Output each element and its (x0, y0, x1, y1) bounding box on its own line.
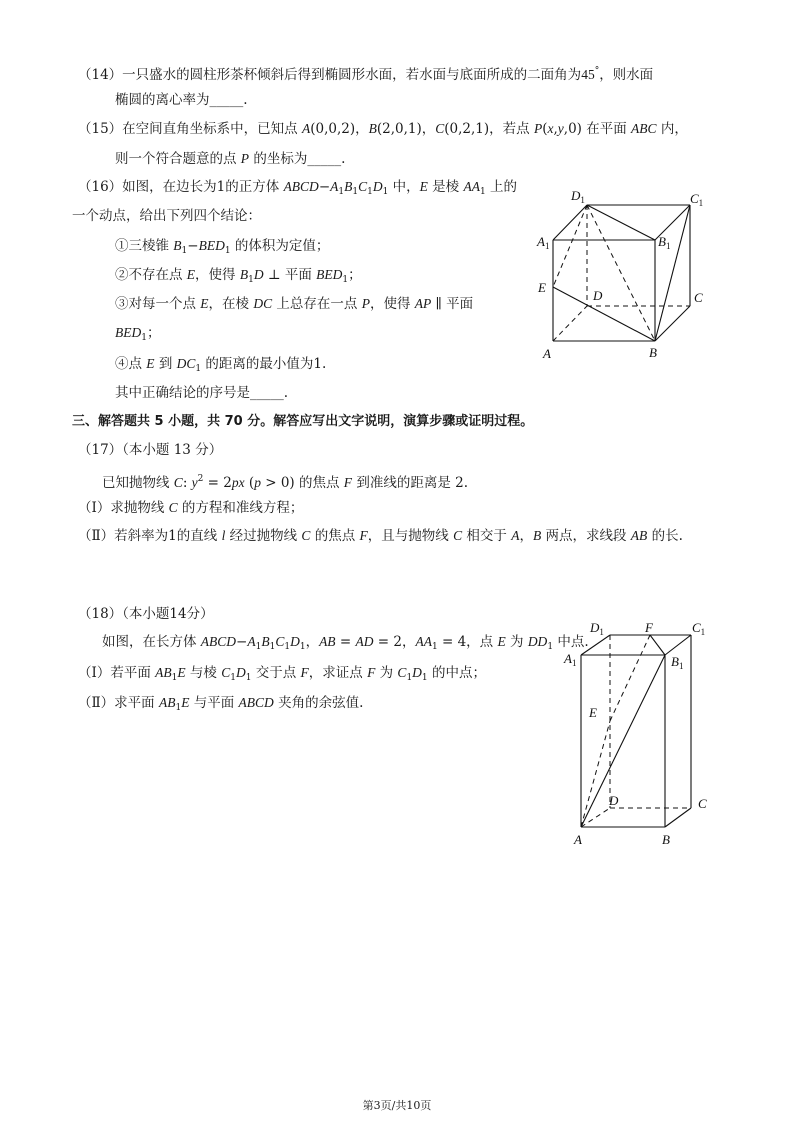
edge-A1-D1 (581, 635, 610, 655)
page-footer: 第3页/共10页 (362, 1099, 432, 1112)
q18-head: （18）（本小题14分） (78, 606, 214, 622)
label-A: A (574, 832, 582, 847)
label-B: B (662, 832, 670, 847)
q15-line1: （15）在空间直角坐标系中，已知点 A(0,0,2)，B(2,0,1)，C(0,2,1)，若点 P(x,y,0) 在平面 ABC 内， (78, 121, 688, 137)
section3-heading: 三、解答题共 5 小题，共 70 分。解答应写出文字说明，演算步骤或证明过程。 (72, 414, 534, 429)
label-C: C (694, 290, 703, 305)
q17-part2: （Ⅱ）若斜率为1的直线 l 经过抛物线 C 的焦点 F，且与抛物线 C 相交于 A，B 两点，求线段 AB 的长. (78, 528, 683, 544)
label-D: D (593, 288, 603, 303)
label-C: C (698, 796, 707, 811)
label-D1: $D_1$ (590, 620, 604, 637)
label-B1: $B_1$ (671, 654, 684, 671)
q17-part1: （Ⅰ）求抛物线 C 的方程和准线方程； (78, 500, 304, 516)
seg-E-F (610, 635, 650, 721)
q17-stem: 已知抛物线 C: $y^2 = 2px$ (p > 0) 的焦点 F 到准线的距离是 2. (102, 474, 468, 491)
q17-head: （17）（本小题 13 分） (78, 442, 223, 458)
edge-B1-C1 (665, 635, 691, 655)
q14-line2: 椭圆的离心率为_____. (115, 92, 248, 108)
q18-part1: （Ⅰ）若平面 $AB_1E$ 与棱 $C_1D_1$ 交于点 F，求证点 F 为 $C_1D_1$ 的中点； (78, 665, 486, 683)
edge-B-C (665, 808, 691, 827)
label-E: E (589, 705, 597, 720)
label-D1: $D_1$ (571, 188, 585, 205)
q16-line2: 一个动点，给出下列四个结论： (72, 208, 261, 224)
label-A: A (543, 346, 551, 361)
q16-line1: （16）如图，在边长为1的正方体 $ABCD-A_1B_1C_1D_1$ 中，E 是棱 $AA_1$ 上的 (78, 179, 517, 197)
q16-ask: 其中正确结论的序号是_____. (115, 385, 289, 401)
q18-part2: （Ⅱ）求平面 $AB_1E$ 与平面 ABCD 夹角的余弦值. (78, 695, 364, 713)
label-C1: $C_1$ (692, 620, 706, 637)
seg-B1-F (650, 635, 665, 655)
label-D: D (609, 793, 619, 808)
q16-conclusion-3b: $BED_1$； (115, 325, 161, 343)
q16-conclusion-2: ②不存在点 E，使得 $B_1D$ ⊥ 平面 $BED_1$； (115, 267, 362, 285)
label-C1: $C_1$ (690, 191, 704, 208)
label-B1: $B_1$ (658, 234, 671, 251)
q16-conclusion-1: ①三棱锥 $B_1-BED_1$ 的体积为定值； (115, 238, 330, 256)
label-A1: $A_1$ (537, 234, 550, 251)
q14-line1: （14）一只盛水的圆柱形茶杯倾斜后得到椭圆形水面，若水面与底面所成的二面角为45°，则水面 (78, 66, 654, 83)
label-B: B (649, 345, 657, 360)
seg-A-B1 (581, 655, 665, 827)
label-E: E (538, 280, 546, 295)
q15-line2: 则一个符合题意的点 P 的坐标为_____. (115, 151, 346, 167)
q16-conclusion-4: ④点 E 到 $DC_1$ 的距离的最小值为1. (115, 356, 327, 374)
q16-conclusion-3a: ③对每一个点 E，在棱 DC 上总存在一点 P，使得 AP ∥ 平面 (115, 296, 474, 312)
label-F: F (645, 620, 653, 635)
q18-stem: 如图，在长方体 $ABCD-A_1B_1C_1D_1$，AB = AD = 2，$AA_1 = 4$，点 E 为 $DD_1$ 中点. (102, 634, 589, 652)
label-A1: $A_1$ (564, 651, 577, 668)
